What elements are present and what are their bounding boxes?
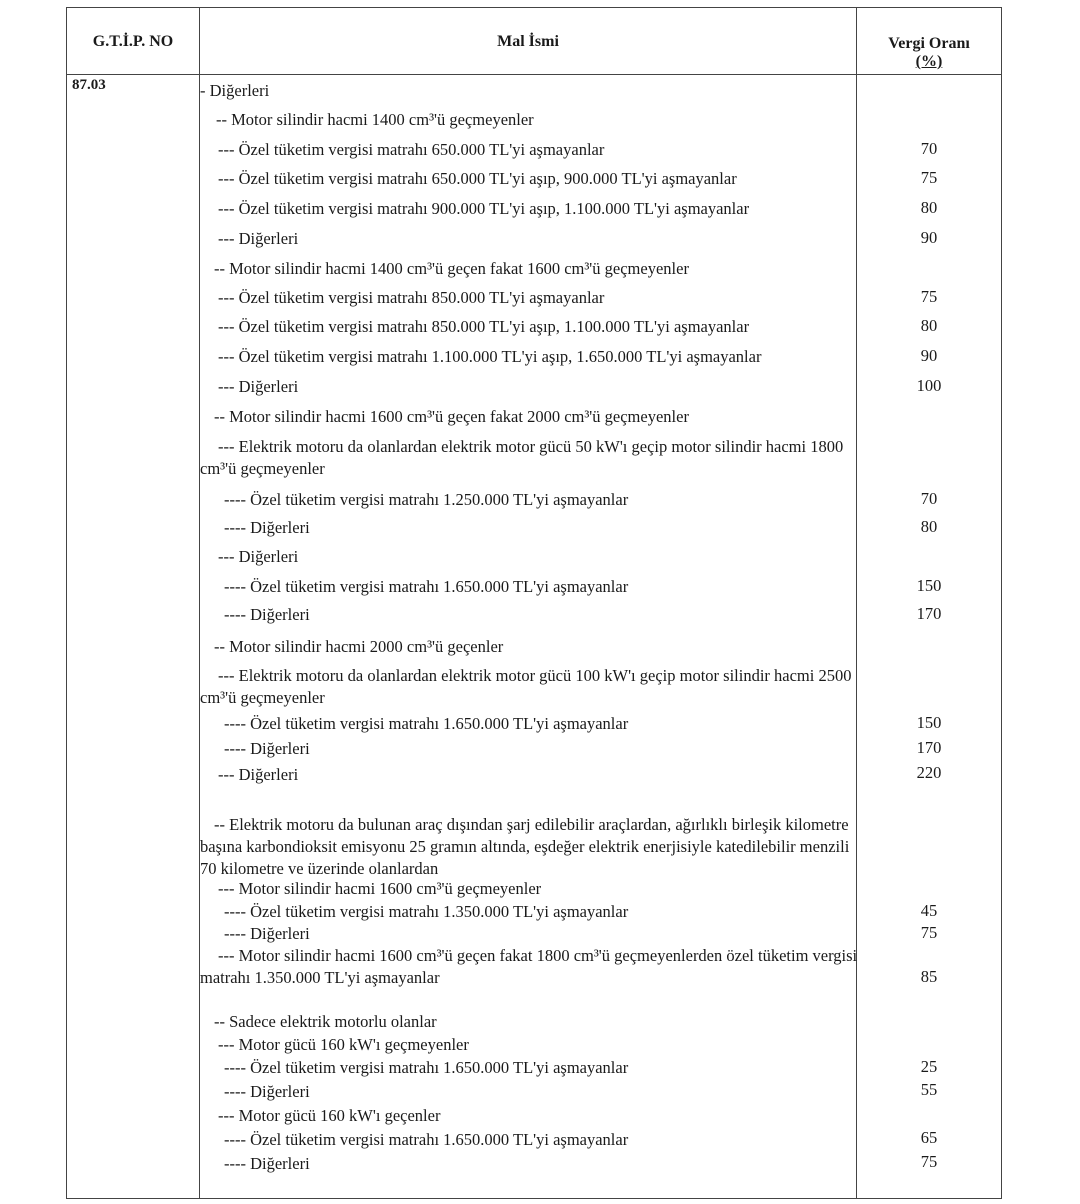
tax-rate-value: 45 (920, 901, 938, 920)
goods-row-text: -- Motor silindir hacmi 1600 cm³'ü geçen fakat 2000 cm³'ü geçmeyenler (214, 407, 689, 426)
table-header-divider (66, 74, 1002, 75)
goods-row-text: --- Özel tüketim vergisi matrahı 650.000 TL'yi aşıp, 900.000 TL'yi aşmayanlar (218, 169, 737, 188)
tax-rate-value: 70 (920, 139, 938, 158)
goods-row-text: --- Motor gücü 160 kW'ı geçmeyenler (218, 1035, 469, 1054)
tax-rate-value: 80 (920, 517, 938, 536)
goods-row-text: -- Motor silindir hacmi 2000 cm³'ü geçenler (214, 637, 504, 656)
tax-rate-value: 100 (916, 376, 942, 395)
tax-rate-value: 25 (920, 1057, 938, 1076)
tax-rate-value: 75 (920, 923, 938, 942)
table-border-top (66, 7, 1002, 8)
goods-row-text: --- Özel tüketim vergisi matrahı 900.000 TL'yi aşıp, 1.100.000 TL'yi aşmayanlar (218, 199, 750, 218)
goods-row-text: -- Sadece elektrik motorlu olanlar (214, 1012, 437, 1031)
goods-row-text: ---- Özel tüketim vergisi matrahı 1.650.000 TL'yi aşmayanlar (224, 714, 629, 733)
goods-row-text: ---- Özel tüketim vergisi matrahı 1.650.000 TL'yi aşmayanlar (224, 577, 629, 596)
tax-rate-value: 170 (916, 604, 942, 623)
goods-row-text: ---- Diğerleri (224, 739, 310, 758)
tax-rate-value: 150 (916, 713, 942, 732)
goods-row-text: ---- Özel tüketim vergisi matrahı 1.250.000 TL'yi aşmayanlar (224, 490, 629, 509)
goods-row-text: -- Motor silindir hacmi 1400 cm³'ü geçmeyenler (216, 110, 534, 129)
tax-rate-value: 70 (920, 489, 938, 508)
goods-row-text: -- Motor silindir hacmi 1400 cm³'ü geçen fakat 1600 cm³'ü geçmeyenler (214, 259, 689, 278)
goods-row-text: --- Diğerleri (218, 765, 299, 784)
goods-row-text: ---- Diğerleri (224, 605, 310, 624)
tax-rate-value: 80 (920, 198, 938, 217)
goods-row-text: ---- Diğerleri (224, 518, 310, 537)
gtip-code: 87.03 (72, 77, 106, 93)
goods-row-text: --- Motor silindir hacmi 1600 cm³'ü geçmeyenler (218, 879, 542, 898)
tax-rate-value: 80 (920, 316, 938, 335)
header-mal-ismi: Mal İsmi (497, 33, 559, 50)
tax-rate-value: 75 (920, 287, 938, 306)
goods-row-text: - Diğerleri (200, 81, 270, 100)
goods-row-text: --- Motor gücü 160 kW'ı geçenler (218, 1106, 441, 1125)
goods-row-text: --- Diğerleri (218, 547, 299, 566)
table-border-left (66, 7, 67, 1199)
goods-row-text: ---- Diğerleri (224, 1082, 310, 1101)
tax-rate-value: 90 (920, 346, 938, 365)
tax-rate-value: 170 (916, 738, 942, 757)
table-border-bottom (66, 1198, 1002, 1199)
header-vergi-orani-line2: (%) (915, 53, 943, 70)
goods-row-text: ---- Özel tüketim vergisi matrahı 1.650.000 TL'yi aşmayanlar (224, 1130, 629, 1149)
goods-row-text: ---- Diğerleri (224, 1154, 310, 1173)
goods-row-text: --- Elektrik motoru da olanlardan elektrik motor gücü 50 kW'ı geçip motor silindir hacmi 1800 cm³'ü geçmeyenler (200, 437, 844, 478)
table-border-right (1001, 7, 1002, 1199)
goods-row-text: --- Özel tüketim vergisi matrahı 650.000 TL'yi aşmayanlar (218, 140, 605, 159)
goods-row-text: --- Motor silindir hacmi 1600 cm³'ü geçen fakat 1800 cm³'ü geçmeyenlerden özel tüketim vergisi matrahı 1.350.000 TL'yi aşmayanlar (200, 946, 858, 987)
tax-rate-value: 55 (920, 1080, 938, 1099)
tax-rate-value: 90 (920, 228, 938, 247)
goods-row-text: ---- Özel tüketim vergisi matrahı 1.350.000 TL'yi aşmayanlar (224, 902, 629, 921)
header-gtip-no: G.T.İ.P. NO (92, 33, 174, 50)
goods-row-text: --- Elektrik motoru da olanlardan elektrik motor gücü 100 kW'ı geçip motor silindir hacmi 2500 cm³'ü geçmeyenler (200, 666, 852, 707)
goods-row-text: --- Özel tüketim vergisi matrahı 850.000 TL'yi aşmayanlar (218, 288, 605, 307)
header-vergi-orani (857, 35, 1001, 71)
goods-row-text: ---- Özel tüketim vergisi matrahı 1.650.000 TL'yi aşmayanlar (224, 1058, 629, 1077)
goods-row-text: --- Diğerleri (218, 377, 299, 396)
goods-row-text: ---- Diğerleri (224, 924, 310, 943)
header-vergi-orani-line1: Vergi Oranı (888, 35, 970, 52)
tax-rate-value: 150 (916, 576, 942, 595)
goods-row-text: --- Özel tüketim vergisi matrahı 1.100.000 TL'yi aşıp, 1.650.000 TL'yi aşmayanlar (218, 347, 762, 366)
tax-rate-value: 220 (916, 763, 942, 782)
goods-row-text: --- Diğerleri (218, 229, 299, 248)
tax-rate-value: 75 (920, 168, 938, 187)
tax-rate-value: 85 (920, 967, 938, 986)
goods-row-text: -- Elektrik motoru da bulunan araç dışından şarj edilebilir araçlardan, ağırlıklı birleşik kilometre başına karbondioksit emisyonu 25 gramın altında, eşdeğer elektrik enerjisiyle katedilebilir menzili 70 kilometre ve üzerinde olanlardan (200, 815, 850, 878)
goods-row-text: --- Özel tüketim vergisi matrahı 850.000 TL'yi aşıp, 1.100.000 TL'yi aşmayanlar (218, 317, 750, 336)
tax-rate-value: 75 (920, 1152, 938, 1171)
tax-rate-value: 65 (920, 1128, 938, 1147)
